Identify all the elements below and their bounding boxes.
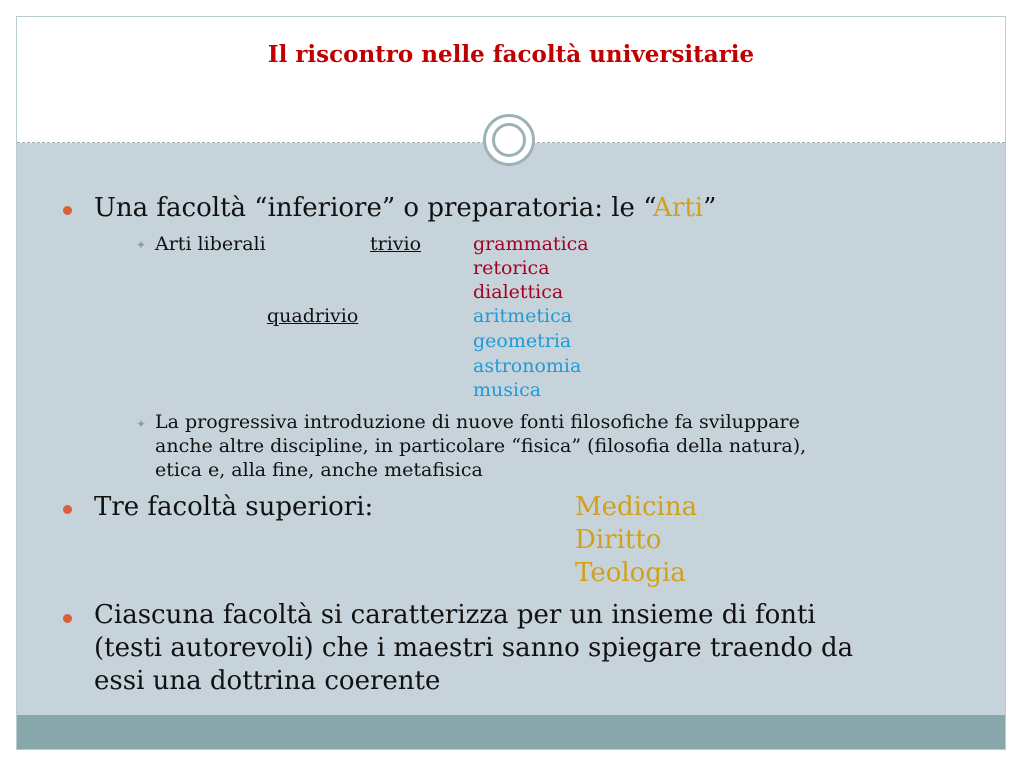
- bullet-icon: [63, 206, 72, 215]
- paragraph-line: Ciascuna facoltà si caratterizza per un insieme di fonti: [94, 600, 816, 630]
- trivio-item: retorica: [473, 257, 550, 279]
- quadrivio-item: musica: [473, 379, 542, 401]
- superiori-item: Teologia: [575, 558, 686, 588]
- bullet-icon: [63, 505, 72, 514]
- paragraph-line: anche altre discipline, in particolare “fisica” (filosofia della natura),: [155, 435, 807, 457]
- quadrivio-item: geometria: [473, 330, 572, 352]
- superiori-item: Medicina: [575, 492, 698, 522]
- slide-title: Il riscontro nelle facoltà universitarie: [267, 41, 755, 68]
- trivio-item: dialettica: [473, 281, 564, 303]
- paragraph-line: etica e, alla fine, anche metafisica: [155, 459, 483, 481]
- bullet-arti: [94, 193, 716, 223]
- bullet-superiori: Tre facoltà superiori:: [94, 492, 374, 522]
- sub-bullet-icon: ✦: [136, 417, 147, 431]
- arti-highlight: Arti: [653, 193, 704, 223]
- sub-bullet-icon: ✦: [136, 238, 147, 252]
- quadrivio-item: aritmetica: [473, 305, 573, 327]
- bullet-arti-close: ”: [703, 193, 717, 223]
- divider-ring-inner: [492, 123, 526, 157]
- divider-ring-icon: [483, 114, 535, 166]
- quadrivio-label: quadrivio: [267, 305, 359, 327]
- superiori-item: Diritto: [575, 525, 662, 555]
- trivio-item: grammatica: [473, 233, 589, 255]
- paragraph-line: essi una dottrina coerente: [94, 666, 441, 696]
- bullet-arti-text: Una facoltà “inferiore” o preparatoria: le “: [94, 193, 654, 223]
- bullet-icon: [63, 614, 72, 623]
- paragraph-line: (testi autorevoli) che i maestri sanno spiegare traendo da: [94, 633, 854, 663]
- paragraph-line: La progressiva introduzione di nuove fonti filosofiche fa sviluppare: [155, 411, 800, 433]
- arti-liberali-label: Arti liberali: [155, 233, 266, 255]
- trivio-label: trivio: [370, 233, 422, 255]
- footer-bar: [17, 715, 1005, 749]
- quadrivio-item: astronomia: [473, 355, 582, 377]
